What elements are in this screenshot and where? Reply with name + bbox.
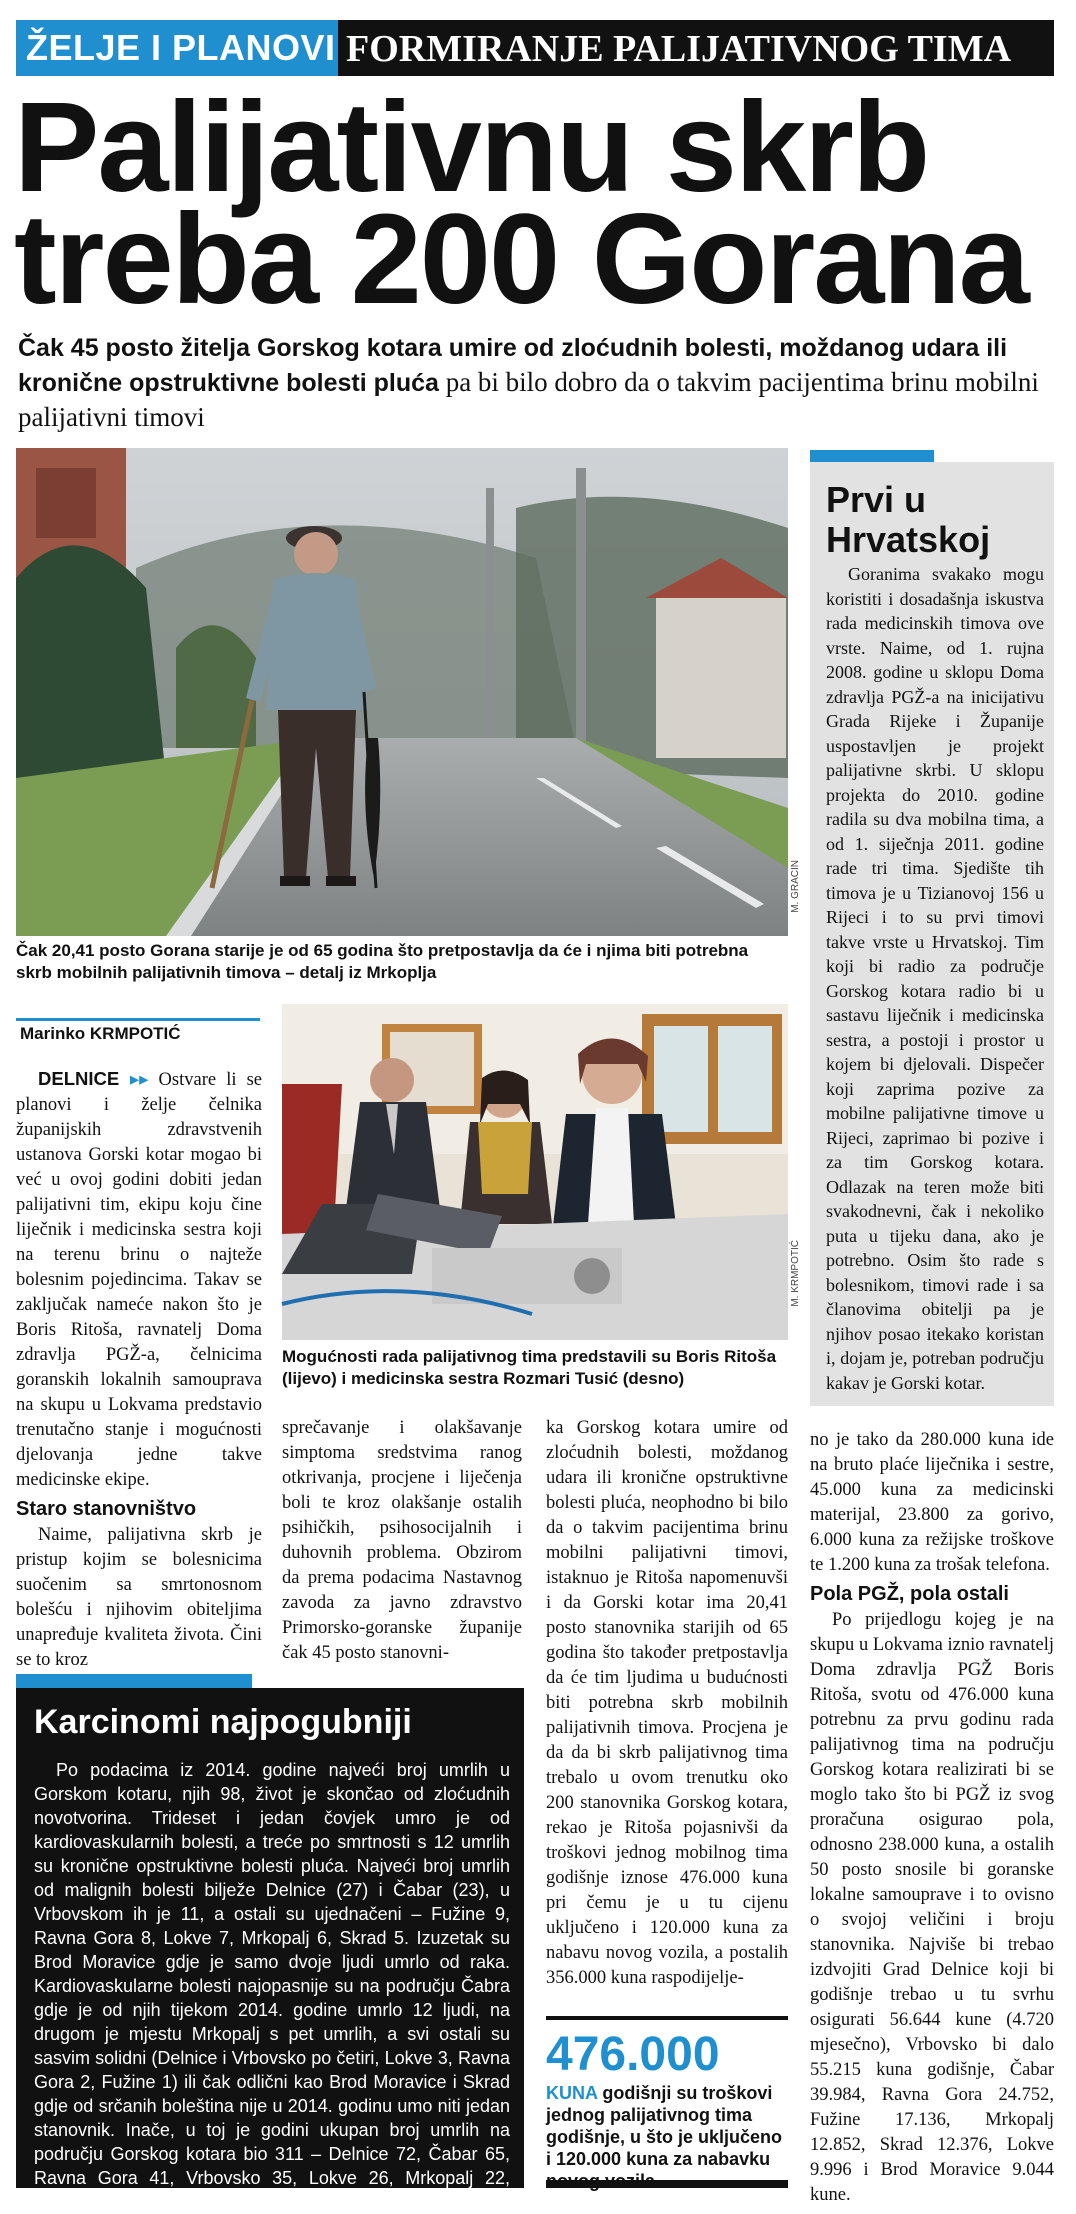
dateline: DELNICE: [38, 1068, 120, 1089]
lead-bold: Čak 45 posto žitelja Gorskog kotara umire od zloćudnih bolesti, moždanog udara ili kronične opstruktivne bolesti pluća: [18, 334, 1008, 397]
article-col3-text: ka Gorskog kotara umire od zloćudnih bolesti, moždanog udara ili kronične opstruktivne bolesti pluća, neophodno bi bilo da o takvim pacijentima brinu mobilni palijativni timovi, istaknuo je Ritoša napomenuvši i da Gorski kotar ima 20,41 posto stanovnika starijih od 65 godina što također pretpostavlja da će tim ljudima u budućnosti biti potrebna skrb mobilnih palijativnih timova. Procjena je da da bi skrb palijativnog tima trebalo u ovom trenutku oko 200 stanovnika Gorskog kotara, rekao je Ritoša pojasnivši da troškovi jednog mobilnog tima godišnje iznose 476.000 kuna pri čemu je u tu cijenu uključeno i 120.000 kuna za nabavu novog vozila, a postalih 356.000 kuna raspodijelje-: [546, 1418, 788, 1988]
sidebar-title: Prvi u Hrvatskoj: [826, 479, 991, 560]
photo-elderly-man: [16, 448, 788, 936]
byline-bar: [16, 1018, 260, 1021]
box-accent-bar: [16, 1674, 252, 1688]
photo-press-conference: [282, 1004, 788, 1340]
dateline-arrow-icon: ▸▸: [119, 1068, 149, 1089]
photo-credit-gracin: M. GRACIN: [790, 860, 801, 913]
stat-number: 476.000: [546, 2028, 720, 2081]
photo-caption-1: Čak 20,41 posto Gorana starije je od 65 godina što pretpostavlja da će i njima biti potrebna skrb mobilnih palijativnih timova – detalj iz Mrkoplja: [16, 941, 749, 982]
lead-regular: pa bi bilo dobro da o takvim pacijentima brinu mobilni palijativni timovi: [18, 367, 1039, 432]
photo-credit-krmpotic: M. KRMPOTIĆ: [790, 1240, 801, 1307]
lead-paragraph: [18, 330, 1058, 434]
article-col4b-text: Po prijedlogu kojeg je na skupu u Lokvama iznio ravnatelj Doma zdravlja PGŽ Boris Ritoša, svotu od 476.000 kuna potrebnu za prvu godinu rada palijativnog tima na području Gorskog kotara realizirati bi se moglo tako što bi PGŽ iz svog proračuna osigurao pola, odnosno 238.000 kuna, a ostalih 50 posto snosile bi goranske lokalne samouprave i to ovisno o svojoj veličini i broju stanovnika. Najviše bi trebao izdvojiti Grad Delnice koji bi godišnje trebao u tu svrhu osigurati 56.644 kune (4.720 mjesečno), Vrbovsko bi dalo 55.215 kuna godišnje, Čabar 39.984, Ravna Gora 24.752, Fužine 17.136, Mrkopalj 12.852, Skrad 12.376, Lokve 9.996 i Brod Moravice 9.044 kune.: [810, 1610, 1054, 2205]
sidebar-accent-bar: [810, 450, 934, 462]
stat-description: [546, 2082, 786, 2192]
sidebar-paragraph: Goranima svakako mogu koristiti i dosadašnja iskustva rada medicinskih timova ove vrste. Naime, od 1. rujna 2008. godine u sklopu Doma zdravlja PGŽ-a na inicijativu Grada Rijeke i Županije uspostavljen je projekt palijativne skrbi. U sklopu projekta do 2010. godine radila su dva mobilna tima, a od 1. siječnja 2011. godine rade tri tima. Sjedište tih timova je u Tizianovoj 156 u Rijeci i to su prvi timovi takve vrste u Hrvatskoj. Tim koji bi radio za područje Gorskog kotara radio bi u sastavu liječnik i medicinska sestra, a postoji i prostor u kojem bi djelovali. Dispečer koji zaprima pozive za mobilne palijativne timove u Rijeci, zaprimao bi pozive i za tim Gorskog kotara. Odlazak na teren može biti svakodnevni, čak i nekoliko puta u tijeku dana, ako je potrebno. Osim što rade s bolesnikom, timovi rade i sa članovima obitelji pa je njihov posao itekako koristan i, dojam je, potreban području kakav je Gorski kotar.: [826, 564, 1044, 1393]
infobox-text: [34, 1758, 510, 2214]
article-column-3: [546, 1416, 788, 1991]
section-rubric: ŽELJE I PLANOVI: [16, 20, 338, 76]
sidebar-text: [826, 562, 1044, 1395]
photo-elderly-man-image: [16, 448, 788, 936]
stat-unit: KUNA: [546, 2083, 598, 2103]
article-column-2: [282, 1416, 522, 1666]
article-column-1: [16, 1066, 262, 1673]
article-paragraph-2: Naime, palijativna skrb je pristup kojim se bolesnicima suočenim sa smrtonosnom bolešću i njihovim obiteljima unapređuje kvaliteta života. Čini se to kroz: [16, 1525, 262, 1670]
article-paragraph-1: [16, 1066, 262, 1493]
subhead-staro-stanovnistvo: Staro stanovništvo: [16, 1498, 197, 1520]
byline: Marinko KRMPOTIĆ: [20, 1024, 181, 1043]
headline-line-1: Palijativnu skrb: [14, 76, 929, 219]
stat-bottom-bar: [546, 2180, 788, 2188]
article-p1-text: Ostvare li se planovi i želje čelnika županijskih zdravstvenih ustanova Gorski kotar mogao bi već u ovoj godini dobiti jedan palijativni tim, ekipu koju čine liječnik i medicinska sestra koji na terenu brinu o najteže bolesnim pojedincima. Takav se zaključak nameće nakon što je Boris Ritoša, ravnatelj Doma zdravlja PGŽ-a, čelnicima goranskih lokalnih samouprava na skupu u Lokvama predstavio trenutačno stanje i mogućnosti djelovanja jedne takve medicinske ekipe.: [16, 1070, 262, 1490]
photo-caption-2: Mogućnosti rada palijativnog tima predstavili su Boris Ritoša (lijevo) i medicinska sestra Rozmari Tusić (desno): [282, 1347, 777, 1388]
infobox-title: Karcinomi najpogubniji: [34, 1703, 412, 1741]
stat-text: godišnji su troškovi jednog palijativnog tima godišnje, u što je uključeno i 120.000 kuna za nabavku: [546, 2083, 783, 2169]
headline: [14, 76, 1064, 331]
subhead-pola-pgz: Pola PGŽ, pola ostali: [810, 1583, 1009, 1605]
stat-top-bar: [546, 2016, 788, 2020]
infobox-paragraph: Po podacima iz 2014. godine najveći broj umrlih u Gorskom kotaru, njih 98, život je skončao od zloćudnih novotvorina. Trideset i jedan čovjek umro je od kardiovaskularnih bolesti, a treće po smrtnosti s 12 umrlih su kronične opstruktivne bolesti pluća. Najveći broj umrlih od malignih bolesti bilježe Delnice (27) i Čabar (23), u Vrbovskom ih je 11, a ostali su ujednačeni – Fužine 9, Ravna Gora 8, Lokve 7, Mrkopalj 6, Skrad 5. Izuzetak su Brod Moravice gdje je samo dvoje ljudi umrlo od raka. Kardiovaskularne bolesti najopasnije su na području Čabra gdje je od njih tijekom 2014. godine umrlo 12 ljudi, na drugom je mjestu Mrkopalj s pet umrlih, a svi ostali su sasvim solidni (Delnice i Vrbovsko po četiri, Lokve 3, Ravna Gora 2, Fužine 1) ili čak odlični kao Brod Moravice i Skrad gdje od srčanih boleština nije u 2014. godinu umo niti jedan stanovnik. Inače, u toj je godini ukupan broj umrlih na području Gorskog kotara bio 311 – Delnice 72, Čabar 65, Ravna Gora 41, Vrbovsko 35, Lokve 26, Mrkopalj 22, Fužine 21, Skrad 17, Brod Moravice 12.: [34, 1760, 510, 2212]
article-col2-text: sprečavanje i olakšavanje simptoma sredstvima ranog otkrivanja, procjene i liječenja boli te kroz olakšanje ostalih psihičkih, psihosocijalnih i duhovnih problema. Obzirom da prema podacima Nastavnog zavoda za javno zdravstvo Primorsko-goranske županije čak 45 posto stanovni-: [282, 1418, 522, 1663]
article-column-4: [810, 1428, 1054, 2208]
kicker-title: FORMIRANJE PALIJATIVNOG TIMA: [346, 28, 1012, 70]
headline-line-2: treba 200 Gorana: [14, 188, 1028, 331]
photo-press-conference-image: [282, 1004, 788, 1340]
article-col4a-text: no je tako da 280.000 kuna ide na bruto plaće liječnika i sestre, 45.000 kuna za medicinski materijal, 23.800 za gorivo, 6.000 kuna za režijske troškove te 1.200 kuna za trošak telefona.: [810, 1430, 1054, 1575]
